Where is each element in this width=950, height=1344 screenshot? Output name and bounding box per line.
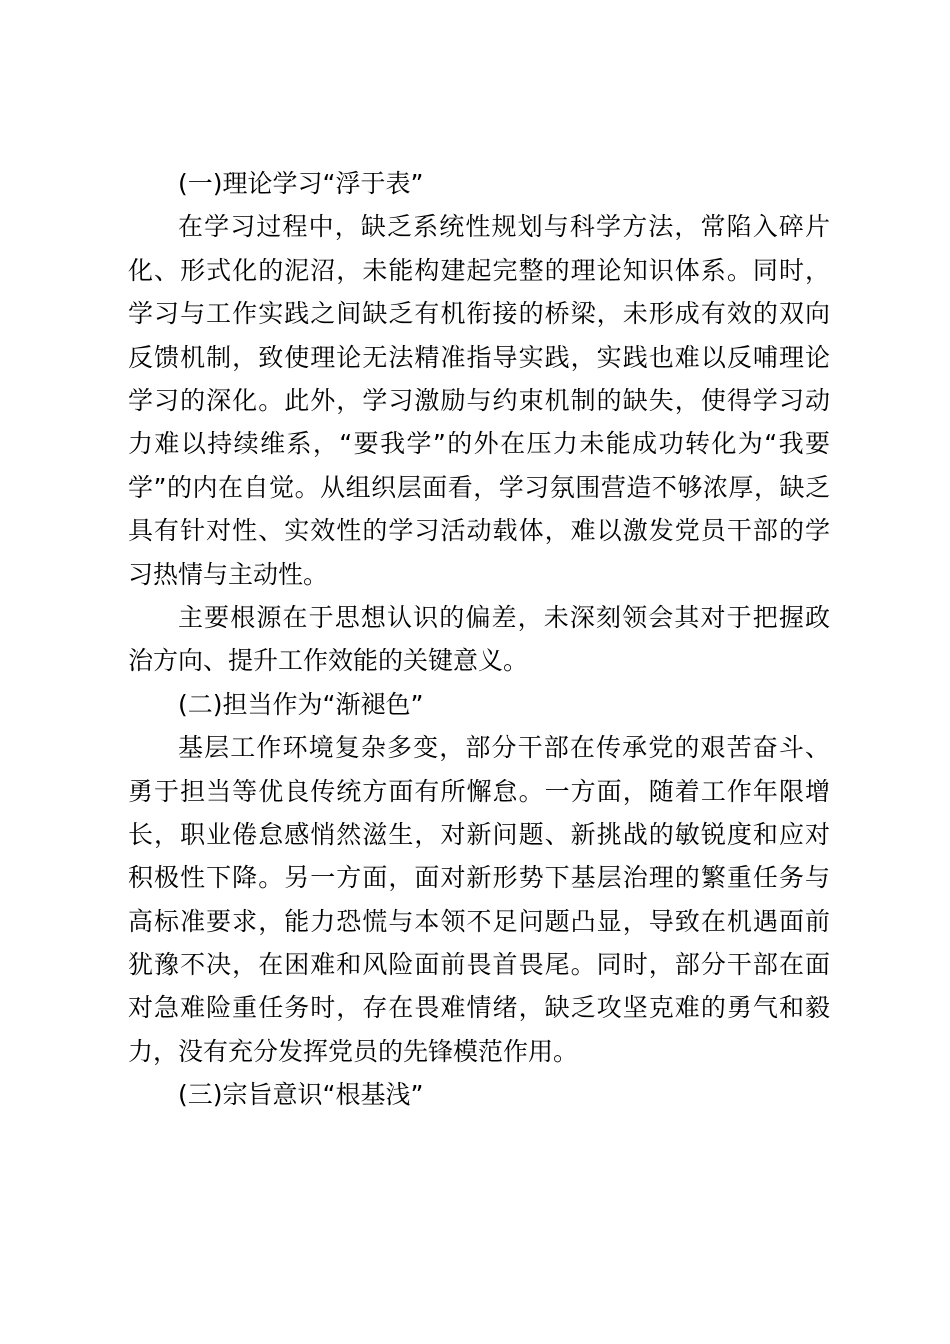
- text-line: 高标准要求，能力恐慌与本领不足问题凸显，导致在机遇面前: [128, 906, 830, 936]
- section-1-paragraph-2: [128, 596, 830, 683]
- text-line: 具有针对性、实效性的学习活动载体，难以激发党员干部的学: [128, 516, 830, 546]
- text-line: 力难以持续维系，“要我学”的外在压力未能成功转化为“我要: [128, 429, 830, 459]
- text-line: 力，没有充分发挥党员的先锋模范作用。: [128, 1036, 579, 1066]
- section-heading-2: (二)担当作为“渐褪色”: [178, 689, 424, 719]
- text-line: 习热情与主动性。: [128, 559, 329, 589]
- section-heading-1: (一)理论学习“浮于表”: [178, 169, 424, 198]
- text-line: 对急难险重任务时，存在畏难情绪，缺乏攻坚克难的勇气和毅: [128, 993, 830, 1023]
- text-line: 反馈机制，致使理论无法精准指导实践，实践也难以反哺理论: [128, 342, 830, 372]
- text-line: 主要根源在于思想认识的偏差，未深刻领会其对于把握政: [178, 602, 830, 632]
- section-1-paragraph-1: [128, 205, 830, 596]
- document-page: [128, 162, 830, 1117]
- text-line: 勇于担当等优良传统方面有所懈怠。一方面，随着工作年限增: [128, 776, 830, 806]
- text-line: 基层工作环境复杂多变，部分干部在传承党的艰苦奋斗、: [178, 733, 830, 763]
- text-line: 学习的深化。此外，学习激励与约束机制的缺失，使得学习动: [128, 385, 830, 415]
- text-line: 化、形式化的泥沼，未能构建起完整的理论知识体系。同时，: [128, 255, 830, 285]
- section-heading-3: (三)宗旨意识“根基浅”: [178, 1080, 424, 1110]
- text-line: 长，职业倦怠感悄然滋生，对新问题、新挑战的敏锐度和应对: [128, 819, 830, 849]
- text-line: 积极性下降。另一方面，面对新形势下基层治理的繁重任务与: [128, 863, 830, 893]
- text-line: 治方向、提升工作效能的关键意义。: [128, 646, 529, 676]
- section-2-paragraph-1: [128, 726, 830, 1073]
- text-line: 在学习过程中，缺乏系统性规划与科学方法，常陷入碎片: [178, 212, 830, 242]
- text-line: 学”的内在自觉。从组织层面看，学习氛围营造不够浓厚，缺乏: [128, 472, 830, 502]
- text-line: 学习与工作实践之间缺乏有机衔接的桥梁，未形成有效的双向: [128, 299, 830, 329]
- text-line: 犹豫不决，在困难和风险面前畏首畏尾。同时，部分干部在面: [128, 950, 830, 980]
